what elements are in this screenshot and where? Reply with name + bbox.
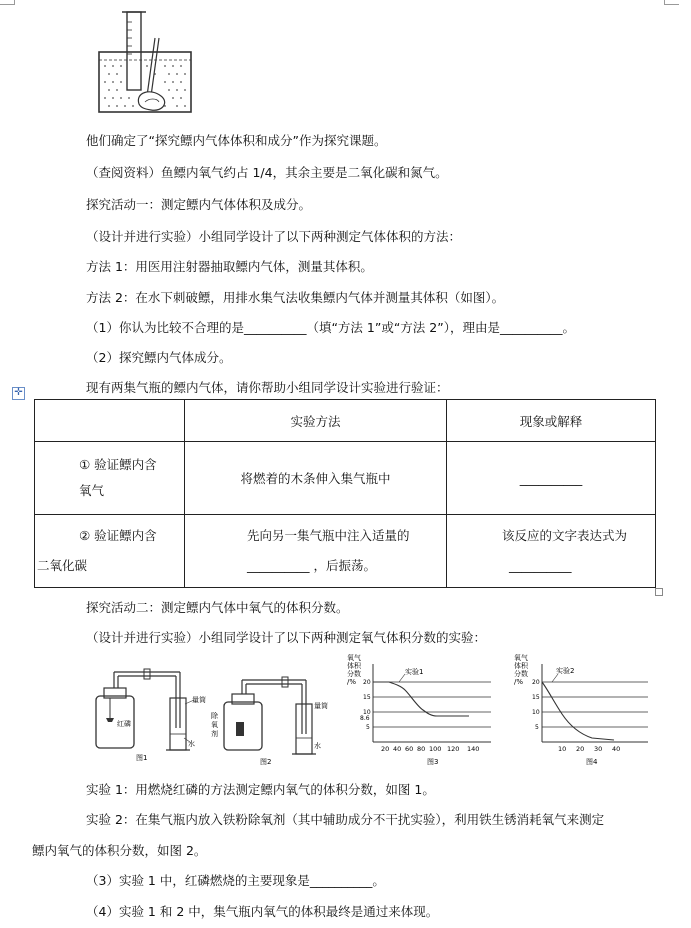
paragraph-design-one: （设计并进行实验）小组同学设计了以下两种测定气体体积的方法： <box>86 229 462 244</box>
fig3-ytick: 10 <box>363 709 371 716</box>
fig4-ytick: 15 <box>532 694 540 701</box>
row2-label-line2: 二氧化碳 <box>37 558 88 573</box>
row2-result-line2: __________ <box>509 558 572 573</box>
page-corner-mark-right <box>664 0 679 5</box>
fig3-ytick: 8.6 <box>360 715 370 722</box>
table-cell-result <box>447 442 656 515</box>
fig1-red-label: 红磷 <box>117 720 131 728</box>
table-header-method: 实验方法 <box>185 400 447 442</box>
fig2-water-label: 水 <box>314 742 321 750</box>
page-corner-mark-left <box>0 0 15 5</box>
fig4-ylabel: 氧气体积分数/% <box>514 654 528 686</box>
fig3-xtick: 80 <box>417 745 426 753</box>
table-header-row <box>35 400 656 442</box>
row2-method-line1: 先向另一集气瓶中注入适量的 <box>247 528 410 543</box>
row2-label-line1: ② 验证鳔内含 <box>79 528 157 543</box>
fig3-xtick: 100 <box>429 745 442 753</box>
fig4-xtick: 20 <box>576 745 585 753</box>
table-cell-label <box>35 515 185 588</box>
fig2-caption: 图2 <box>260 758 272 766</box>
figure-4-oxygen-curve <box>512 650 652 768</box>
paragraph-experiment-2: 实验 2：在集气瓶内放入铁粉除氧剂（其中辅助成分不干扰实验），利用铁生锈消耗氧气来测定 <box>86 812 605 827</box>
figure-2-iron-powder-apparatus <box>210 676 330 768</box>
question-2: （2）探究鳔内气体成分。 <box>86 350 232 365</box>
fig4-ytick: 10 <box>532 709 540 716</box>
table-move-handle-icon[interactable]: ✛ <box>12 387 25 400</box>
question-3: （3）实验 1 中，红磷燃烧的主要现象是__________。 <box>86 873 385 888</box>
paragraph-method-2: 方法 2：在水下刺破鳔，用排水集气法收集鳔内气体并测量其体积（如图）。 <box>86 290 505 305</box>
paragraph-experiment-2-cont: 鳔内氧气的体积分数，如图 2。 <box>32 843 207 858</box>
paragraph-design-two: （设计并进行实验）小组同学设计了以下两种测定氧气体积分数的实验： <box>86 630 487 645</box>
fig1-gauge-label: 量筒 <box>192 696 206 704</box>
fig3-caption: 图3 <box>427 758 439 766</box>
table-row <box>35 515 656 588</box>
fig3-xtick: 120 <box>447 745 460 753</box>
fig1-caption: 图1 <box>136 754 148 762</box>
figure-3-oxygen-curve <box>345 650 495 768</box>
fig3-xtick: 140 <box>467 745 480 753</box>
row1-result-line1: __________ <box>519 470 583 486</box>
paragraph-topic: 他们确定了“探究鳔内气体体积和成分”作为探究课题。 <box>86 133 387 148</box>
paragraph-method-1: 方法 1：用医用注射器抽取鳔内气体，测量其体积。 <box>86 259 373 274</box>
table-cell-label <box>35 442 185 515</box>
table-header-empty <box>35 400 185 442</box>
fig4-series-label: 实验2 <box>556 667 575 675</box>
paragraph-table-intro: 现有两集气瓶的鳔内气体，请你帮助小组同学设计实验进行验证： <box>86 380 449 395</box>
table-cell-method <box>185 515 447 588</box>
fig3-xtick: 60 <box>405 745 414 753</box>
fig4-xtick: 10 <box>558 745 567 753</box>
row2-method-line2: __________ ，后振荡。 <box>247 558 376 573</box>
fig4-xtick: 40 <box>612 745 621 753</box>
question-4: （4）实验 1 和 2 中，集气瓶内氧气的体积最终是通过来体现。 <box>86 904 439 919</box>
paragraph-experiment-1: 实验 1：用燃烧红磷的方法测定鳔内氧气的体积分数，如图 1。 <box>86 782 435 797</box>
fig4-ytick: 20 <box>532 679 540 686</box>
fig4-caption: 图4 <box>586 758 598 766</box>
water-collection-figure <box>95 8 195 116</box>
fig3-ytick: 20 <box>363 679 371 686</box>
fig3-xtick: 40 <box>393 745 402 753</box>
table-cell-result <box>447 515 656 588</box>
fig3-series-label: 实验1 <box>405 668 424 676</box>
table-row <box>35 442 656 515</box>
paragraph-activity-one: 探究活动一：测定鳔内气体体积及成分。 <box>86 197 312 212</box>
fig3-ylabel: 氧气体积分数/% <box>347 654 361 686</box>
table-header-result: 现象或解释 <box>447 400 656 442</box>
fig4-ytick: 5 <box>535 724 539 731</box>
question-1: （1）你认为比较不合理的是__________（填“方法 1”或“方法 2”），理由是__________。 <box>86 320 575 335</box>
fig3-ytick: 5 <box>366 724 370 731</box>
paragraph-reference: （查阅资料）鱼鳔内氧气约占 1/4，其余主要是二氧化碳和氮气。 <box>86 165 448 180</box>
fig3-ytick: 15 <box>363 694 371 701</box>
row1-label-line1: ① 验证鳔内含 <box>79 457 157 472</box>
fig1-water-label: 水 <box>188 740 195 748</box>
row2-result-line1: 该反应的文字表达式为 <box>502 528 628 543</box>
fig4-xtick: 30 <box>594 745 603 753</box>
fig2-gauge-label: 量筒 <box>314 702 328 710</box>
fig3-xtick: 20 <box>381 745 390 753</box>
figure-1-red-phosphorus-apparatus <box>92 668 204 764</box>
row1-label-line2: 氧气 <box>79 483 105 498</box>
experiment-table <box>34 399 656 588</box>
row1-method-line1: 将燃着的木条伸入集气瓶中 <box>240 471 391 486</box>
table-resize-handle[interactable] <box>655 588 663 596</box>
table-cell-method <box>185 442 447 515</box>
paragraph-activity-two: 探究活动二：测定鳔内气体中氧气的体积分数。 <box>86 600 349 615</box>
fig2-agent-label: 除氧剂 <box>211 712 218 738</box>
